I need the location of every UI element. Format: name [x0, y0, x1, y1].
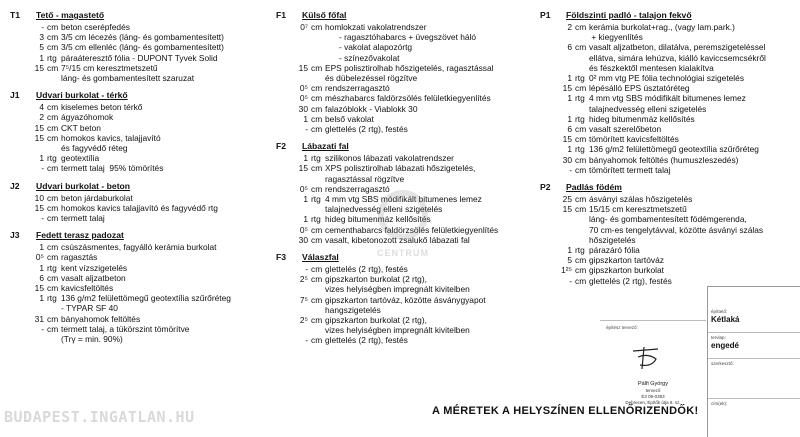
layer-unit: cm [311, 113, 323, 124]
layer-row [276, 104, 538, 114]
layer-unit: cm [575, 255, 587, 266]
designer-title: tervező [645, 388, 661, 393]
layer-row [10, 273, 272, 283]
layer-description: hideg bitumenmáz kellősítés [589, 113, 695, 124]
layer-unit: cm [311, 234, 323, 245]
layer-section-j3 [10, 229, 272, 344]
layer-thickness: 1 [567, 245, 572, 256]
signature-icon [628, 343, 668, 373]
layer-description: 3/5 cm lécezés (láng- és gombamentesített) [61, 32, 224, 43]
layer-description: 136 g/m2 felülettömegű geotextília szűrőréteg - TYPAR SF 40 [61, 293, 231, 314]
layer-section-t1 [10, 9, 272, 83]
layer-row [276, 315, 538, 335]
layer-thickness: 1 [567, 113, 572, 124]
layer-unit: cm [311, 83, 323, 94]
layer-thickness: 25 [562, 194, 572, 205]
layer-thickness: 5 [567, 255, 572, 266]
address-cell [708, 399, 800, 437]
layer-section-f2 [276, 140, 538, 245]
layer-unit: cm [311, 315, 323, 326]
layer-thickness: 15 [562, 204, 572, 215]
layer-thickness: 1 [39, 262, 44, 273]
designer-label: építész tervező: [606, 325, 638, 330]
layer-thickness: 15 [34, 202, 44, 213]
layer-description: hideg bitumenmáz kellősítés [325, 214, 431, 225]
layer-unit: cm [575, 83, 587, 94]
editor-label: szerkesztő: [711, 361, 734, 366]
layer-thickness: 15 [34, 122, 44, 133]
layer-section-j1 [10, 89, 272, 173]
layer-description: kerámia burkolat+rag., (vagy lam.park.) + kiegyenlítés [589, 22, 735, 43]
layer-thickness: 4 [39, 102, 44, 113]
section-title: Tető - magastető [36, 10, 105, 20]
title-block [707, 286, 800, 437]
layer-thickness: 15 [298, 62, 308, 73]
layer-row [10, 242, 272, 252]
layer-unit: cm [575, 204, 587, 215]
layer-row [276, 194, 538, 214]
layer-description: 136 g/m2 felülettömegű geotextília szűrőréteg [589, 144, 759, 155]
layer-description: homokos kavics talajjavító és fagyvédő rtg [61, 202, 218, 213]
layer-unit: cm [311, 274, 323, 285]
layer-thickness: 1 [303, 113, 308, 124]
layer-thickness: 0⁵ [299, 93, 308, 104]
layer-row [10, 32, 272, 42]
layer-row [540, 265, 798, 275]
layer-row [10, 63, 272, 83]
layer-description: ágyazóhomok [61, 112, 114, 123]
layer-unit: cm [575, 154, 587, 165]
layer-description: belső vakolat [325, 113, 374, 124]
layer-unit: cm [47, 132, 59, 143]
layer-row [10, 263, 272, 273]
layer-unit: cm [47, 272, 59, 283]
section-code: F2 [276, 141, 287, 152]
layer-description: gipszkarton burkolat [589, 265, 664, 276]
layer-unit: rtg [575, 144, 585, 155]
layer-thickness: 2⁵ [299, 315, 308, 326]
layer-row [276, 124, 538, 134]
layer-row [276, 163, 538, 183]
layer-unit: cm [311, 22, 323, 32]
layer-thickness: 6 [567, 124, 572, 135]
layer-unit: rtg [47, 52, 57, 63]
layer-unit: cm [47, 192, 59, 203]
sheet-value: engedé [711, 341, 740, 350]
layer-row [540, 276, 798, 286]
designer-address: Debrecen, Építők útja 8. sz. [625, 400, 681, 405]
layer-row [276, 93, 538, 103]
sheet-cell [708, 333, 800, 359]
section-title: Udvari burkolat - beton [36, 180, 131, 191]
layer-description: 4 mm vtg SBS módifikált bitumenes lemez talajnedvesség elleni szigetelés [325, 194, 482, 215]
layer-unit: cm [575, 265, 587, 276]
layer-thickness: - [305, 335, 308, 346]
layer-thickness: 15 [34, 62, 44, 73]
section-code: F1 [276, 10, 287, 20]
layer-description: mészhabarcs faldörzsölés felületkiegyenlítés [325, 93, 491, 104]
layer-row [276, 22, 538, 63]
layer-unit: cm [311, 62, 323, 73]
layer-row [540, 124, 798, 134]
layer-row [276, 184, 538, 194]
layer-thickness: 15 [562, 134, 572, 145]
layer-unit: cm [47, 323, 59, 334]
layer-section-f3 [276, 251, 538, 346]
layer-row [540, 73, 798, 83]
layer-description: CKT beton [61, 122, 101, 133]
layer-row [276, 264, 538, 274]
layer-row [10, 123, 272, 133]
layer-unit: rtg [311, 214, 321, 225]
layer-unit: rtg [311, 194, 321, 205]
layer-unit: cm [47, 42, 59, 53]
layer-unit: rtg [47, 153, 57, 164]
layer-description: 15/15 cm keresztmetszetű láng- és gombamentesített födémgerenda, 70 cm-es tengelytávval, közötte ásványi szálas hőszigetelés [589, 204, 764, 245]
sheet-label: tervlap: [711, 335, 726, 340]
layer-row [540, 194, 798, 204]
layer-row [540, 144, 798, 154]
section-title: Fedett terasz padozat [36, 230, 124, 241]
layer-description: homokos kavics, talajjavító és fagyvédő réteg [61, 132, 161, 154]
layer-unit: cm [575, 164, 587, 175]
section-header [10, 229, 272, 241]
layer-description: rendszerragasztó [325, 83, 390, 94]
section-title: Földszinti padló - talajon fekvő [566, 10, 692, 20]
section-code: P2 [540, 182, 551, 193]
layer-row [10, 283, 272, 293]
layer-description: geotextília [61, 153, 100, 164]
layer-thickness: 15 [34, 283, 44, 294]
layer-row [10, 324, 272, 344]
layer-unit: cm [575, 275, 587, 286]
layer-description: rendszerragasztó [325, 183, 390, 194]
layer-unit: cm [47, 122, 59, 133]
layer-description: glettelés (2 rtg), festés [325, 264, 408, 275]
layer-unit: cm [575, 124, 587, 135]
layer-unit: rtg [575, 93, 585, 104]
layer-row [10, 252, 272, 262]
layer-thickness: 5 [39, 42, 44, 53]
layer-row [276, 274, 538, 294]
layer-description: vasalt, kibetonozott zsalukő lábazati fal [325, 234, 470, 245]
layer-thickness: 0⁷ [300, 22, 308, 32]
layer-unit: cm [311, 264, 323, 275]
layer-unit: cm [311, 163, 323, 174]
layer-thickness: 1 [39, 242, 44, 253]
layer-description: tömörített termett talaj [589, 164, 671, 175]
layer-description: 7⁵/15 cm keresztmetszetű láng- és gombamentesített szaruzat [61, 62, 195, 84]
layer-row [540, 245, 798, 255]
layer-thickness: 2 [39, 112, 44, 123]
layer-unit: cm [311, 183, 323, 194]
layer-description: gipszkarton tartóváz, közötte ásványgyapot hangszigetelés [325, 294, 486, 315]
watermark-text: CENTRUM [377, 248, 429, 258]
layer-thickness: 2⁵ [299, 274, 308, 285]
layer-description: kiselemes beton térkő [61, 102, 143, 113]
layer-description: 4 mm vtg SBS módifikált bitumenes lemez talajnedvesség elleni szigetelés [589, 93, 746, 114]
layer-row [10, 42, 272, 52]
layer-thickness: 0⁵ [299, 83, 308, 94]
section-code: J3 [10, 230, 20, 241]
layer-description: termett talaj [61, 213, 105, 224]
layer-row [276, 225, 538, 235]
layer-unit: cm [311, 124, 323, 135]
layer-unit: cm [47, 32, 59, 43]
layer-description: páraáteresztő fólia - DUPONT Tyvek Solid [61, 52, 218, 63]
layer-description: gipszkarton burkolat (2 rtg), vizes helyiségben impregnált kivitelben [325, 315, 470, 336]
layer-row [540, 42, 798, 73]
layer-row [276, 114, 538, 124]
layer-unit: rtg [47, 262, 57, 273]
section-code: J1 [10, 90, 20, 101]
layer-description: EPS polisztirolhab hőszigetelés, ragasztással és dübelezéssel rögzítve [325, 62, 494, 84]
layer-row [276, 335, 538, 345]
section-title: Külső főfal [302, 10, 347, 20]
layer-thickness: - [305, 124, 308, 135]
layer-row [276, 153, 538, 163]
section-title: Lábazati fal [302, 141, 349, 152]
layer-description: cementhabarcs faldörzsölés felületkiegyenlítés [325, 224, 499, 235]
layer-description: termett talaj, a tükörszint tömörítve (Trγ = min. 90%) [61, 323, 190, 345]
layer-description: beton cserépfedés [61, 22, 130, 32]
layer-description: gipszkarton burkolat (2 rtg), vizes helyiségben impregnált kivitelben [325, 274, 470, 295]
layer-thickness: - [569, 275, 572, 286]
section-header [540, 9, 798, 21]
layer-section-f1 [276, 9, 538, 134]
layer-unit: cm [47, 213, 59, 224]
layer-row [10, 133, 272, 153]
section-code: T1 [10, 10, 21, 20]
layer-thickness: - [569, 164, 572, 175]
section-code: P1 [540, 10, 551, 20]
layer-unit: cm [47, 112, 59, 123]
layer-row [276, 295, 538, 315]
section-header [10, 89, 272, 101]
layer-description: vasalt aljzatbeton [61, 272, 126, 283]
section-header [540, 181, 798, 193]
layer-row [10, 213, 272, 223]
layer-unit: cm [575, 42, 587, 53]
layer-row [10, 314, 272, 324]
section-title: Udvari burkolat - térkő [36, 90, 128, 101]
layer-description: homlokzati vakolatrendszer - ragasztóhabarcs + üvegszövet háló - vakolat alapozórtg - színezővakolat [325, 22, 477, 63]
layer-unit: cm [47, 202, 59, 213]
layer-thickness: 6 [567, 42, 572, 53]
layer-row [540, 22, 798, 42]
layer-unit: cm [575, 194, 587, 205]
layer-thickness: - [41, 163, 44, 174]
layer-description: csúszásmentes, fagyálló kerámia burkolat [61, 242, 217, 253]
designer-license: É3 09-0383 [641, 394, 665, 399]
layer-description: falazóblokk - Viablokk 30 [325, 103, 418, 114]
layer-thickness: 7⁵ [299, 294, 308, 305]
layer-description: ásványi szálas hőszigetelés [589, 194, 693, 205]
layer-thickness: 30 [562, 154, 572, 165]
layer-description: tömörített kavicsfeltöltés [589, 134, 679, 145]
layer-description: párazáró fólia [589, 245, 640, 256]
layer-thickness: 1 [39, 153, 44, 164]
address-label: cím(ek): [711, 401, 728, 406]
layer-unit: cm [311, 335, 323, 346]
layer-thickness: 15 [298, 163, 308, 174]
layer-description: glettelés (2 rtg), festés [325, 335, 408, 346]
layer-row [276, 83, 538, 93]
layer-row [276, 235, 538, 245]
section-code: J2 [10, 180, 20, 191]
layer-row [10, 112, 272, 122]
layer-description: bányahomok feltöltés [61, 313, 141, 324]
layer-thickness: - [41, 213, 44, 224]
layer-row [276, 214, 538, 224]
layer-unit: cm [47, 163, 59, 174]
layer-thickness: - [305, 264, 308, 275]
layer-row [540, 165, 798, 175]
layer-unit: cm [47, 313, 59, 324]
layer-thickness: 1 [303, 153, 308, 164]
layer-thickness: 31 [34, 313, 44, 324]
verify-dimensions-banner: A MÉRETEK A HELYSZÍNEN ELLENŐRIZENDŐK! [432, 405, 699, 417]
layer-thickness: 6 [39, 272, 44, 283]
client-cell [708, 307, 800, 333]
layer-row [540, 155, 798, 165]
section-header [276, 251, 538, 263]
section-header [10, 180, 272, 192]
layer-thickness: 1 [303, 214, 308, 225]
layer-thickness: 1²⁵ [561, 265, 572, 276]
layer-unit: cm [47, 22, 59, 32]
editor-cell [708, 359, 800, 399]
layer-description: 3/5 cm ellenléc (láng- és gombamentesített) [61, 42, 224, 53]
designer-name: Pálfi György [638, 381, 668, 387]
layer-thickness: 15 [34, 132, 44, 143]
layer-thickness: - [41, 22, 44, 32]
layer-description: beton járdaburkolat [61, 192, 133, 203]
client-value: Kétlaká [711, 315, 740, 324]
layer-unit: cm [311, 224, 323, 235]
layer-row [276, 63, 538, 83]
layer-unit: cm [575, 22, 587, 32]
layer-unit: rtg [575, 73, 585, 84]
layer-row [10, 163, 272, 173]
layer-thickness: 1 [39, 52, 44, 63]
layer-description: XPS polisztirolhab lábazati hőszigetelés, ragasztással rögzítve [325, 163, 476, 184]
layer-description: vasalt aljzatbeton, dilatálva, peremszigeteléssel ellátva, simára lehúzva, kiálló kaviccsemcsékről és fészkektől mentesen kialakítva [589, 42, 766, 73]
layer-row [540, 204, 798, 245]
layer-thickness: - [41, 323, 44, 334]
layer-row [540, 114, 798, 124]
layer-unit: cm [47, 242, 59, 253]
layer-unit: cm [575, 134, 587, 145]
layer-description: 0² mm vtg PE fólia technológiai szigetelés [589, 73, 745, 84]
layer-row [10, 22, 272, 32]
layer-thickness: 30 [298, 234, 308, 245]
section-code: F3 [276, 252, 287, 263]
layer-description: szilikonos lábazati vakolatrendszer [325, 153, 454, 164]
brand-watermark: BUDAPEST.INGATLAN.HU [4, 408, 195, 426]
layer-unit: cm [47, 62, 59, 73]
layer-thickness: 10 [34, 192, 44, 203]
section-header [276, 9, 538, 21]
layer-unit: rtg [311, 153, 321, 164]
layer-row [540, 83, 798, 93]
layer-unit: cm [47, 283, 59, 294]
layer-section-j2 [10, 180, 272, 224]
layer-row [10, 53, 272, 63]
layer-section-p1 [540, 9, 798, 175]
layer-row [540, 255, 798, 265]
layer-row [10, 293, 272, 313]
client-label: építtető: [711, 309, 728, 314]
layer-thickness: 0⁵ [299, 183, 308, 194]
section-header [10, 9, 272, 21]
layer-unit: rtg [575, 113, 585, 124]
section-title: Padlás födém [566, 182, 622, 193]
layer-unit: cm [47, 102, 59, 113]
layer-description: termett talaj 95% tömörítés [61, 163, 164, 174]
designer-stamp [600, 320, 706, 437]
layer-unit: cm [47, 252, 59, 263]
layer-unit: cm [311, 294, 323, 305]
layer-description: vasalt szerelőbeton [589, 124, 662, 135]
layer-thickness: 1 [39, 293, 44, 304]
layer-unit: cm [311, 93, 323, 104]
layer-thickness: 1 [567, 144, 572, 155]
layer-description: kavicsfeltöltés [61, 283, 114, 294]
layer-description: gipszkarton tartóváz [589, 255, 664, 266]
layer-row [540, 134, 798, 144]
layer-thickness: 1 [567, 93, 572, 104]
layer-unit: cm [311, 103, 323, 114]
layer-description: glettelés (2 rtg), festés [589, 275, 672, 286]
layer-description: glettelés (2 rtg), festés [325, 124, 408, 135]
layer-thickness: 2 [567, 22, 572, 32]
column-left [10, 9, 272, 350]
layer-row [10, 153, 272, 163]
layer-description: ragasztás [61, 252, 98, 263]
layer-row [10, 203, 272, 213]
layer-unit: rtg [575, 245, 585, 256]
column-middle [276, 9, 538, 352]
layer-thickness: 0⁵ [35, 252, 44, 263]
column-right [540, 9, 798, 292]
layer-description: kent vízszigetelés [61, 262, 128, 273]
layer-row [10, 102, 272, 112]
layer-thickness: 0⁵ [299, 224, 308, 235]
layer-row [10, 193, 272, 203]
section-title: Válaszfal [302, 252, 339, 263]
layer-thickness: 15 [562, 83, 572, 94]
layer-thickness: 1 [567, 73, 572, 84]
section-header [276, 140, 538, 152]
layer-thickness: 1 [303, 194, 308, 205]
layer-description: lépésálló EPS úsztatóréteg [589, 83, 690, 94]
layer-unit: rtg [47, 293, 57, 304]
layer-thickness: 3 [39, 32, 44, 43]
layer-section-p2 [540, 181, 798, 286]
layer-row [540, 93, 798, 113]
layer-thickness: 30 [298, 103, 308, 114]
layer-description: bányahomok feltöltés (humuszleszedés) [589, 154, 739, 165]
